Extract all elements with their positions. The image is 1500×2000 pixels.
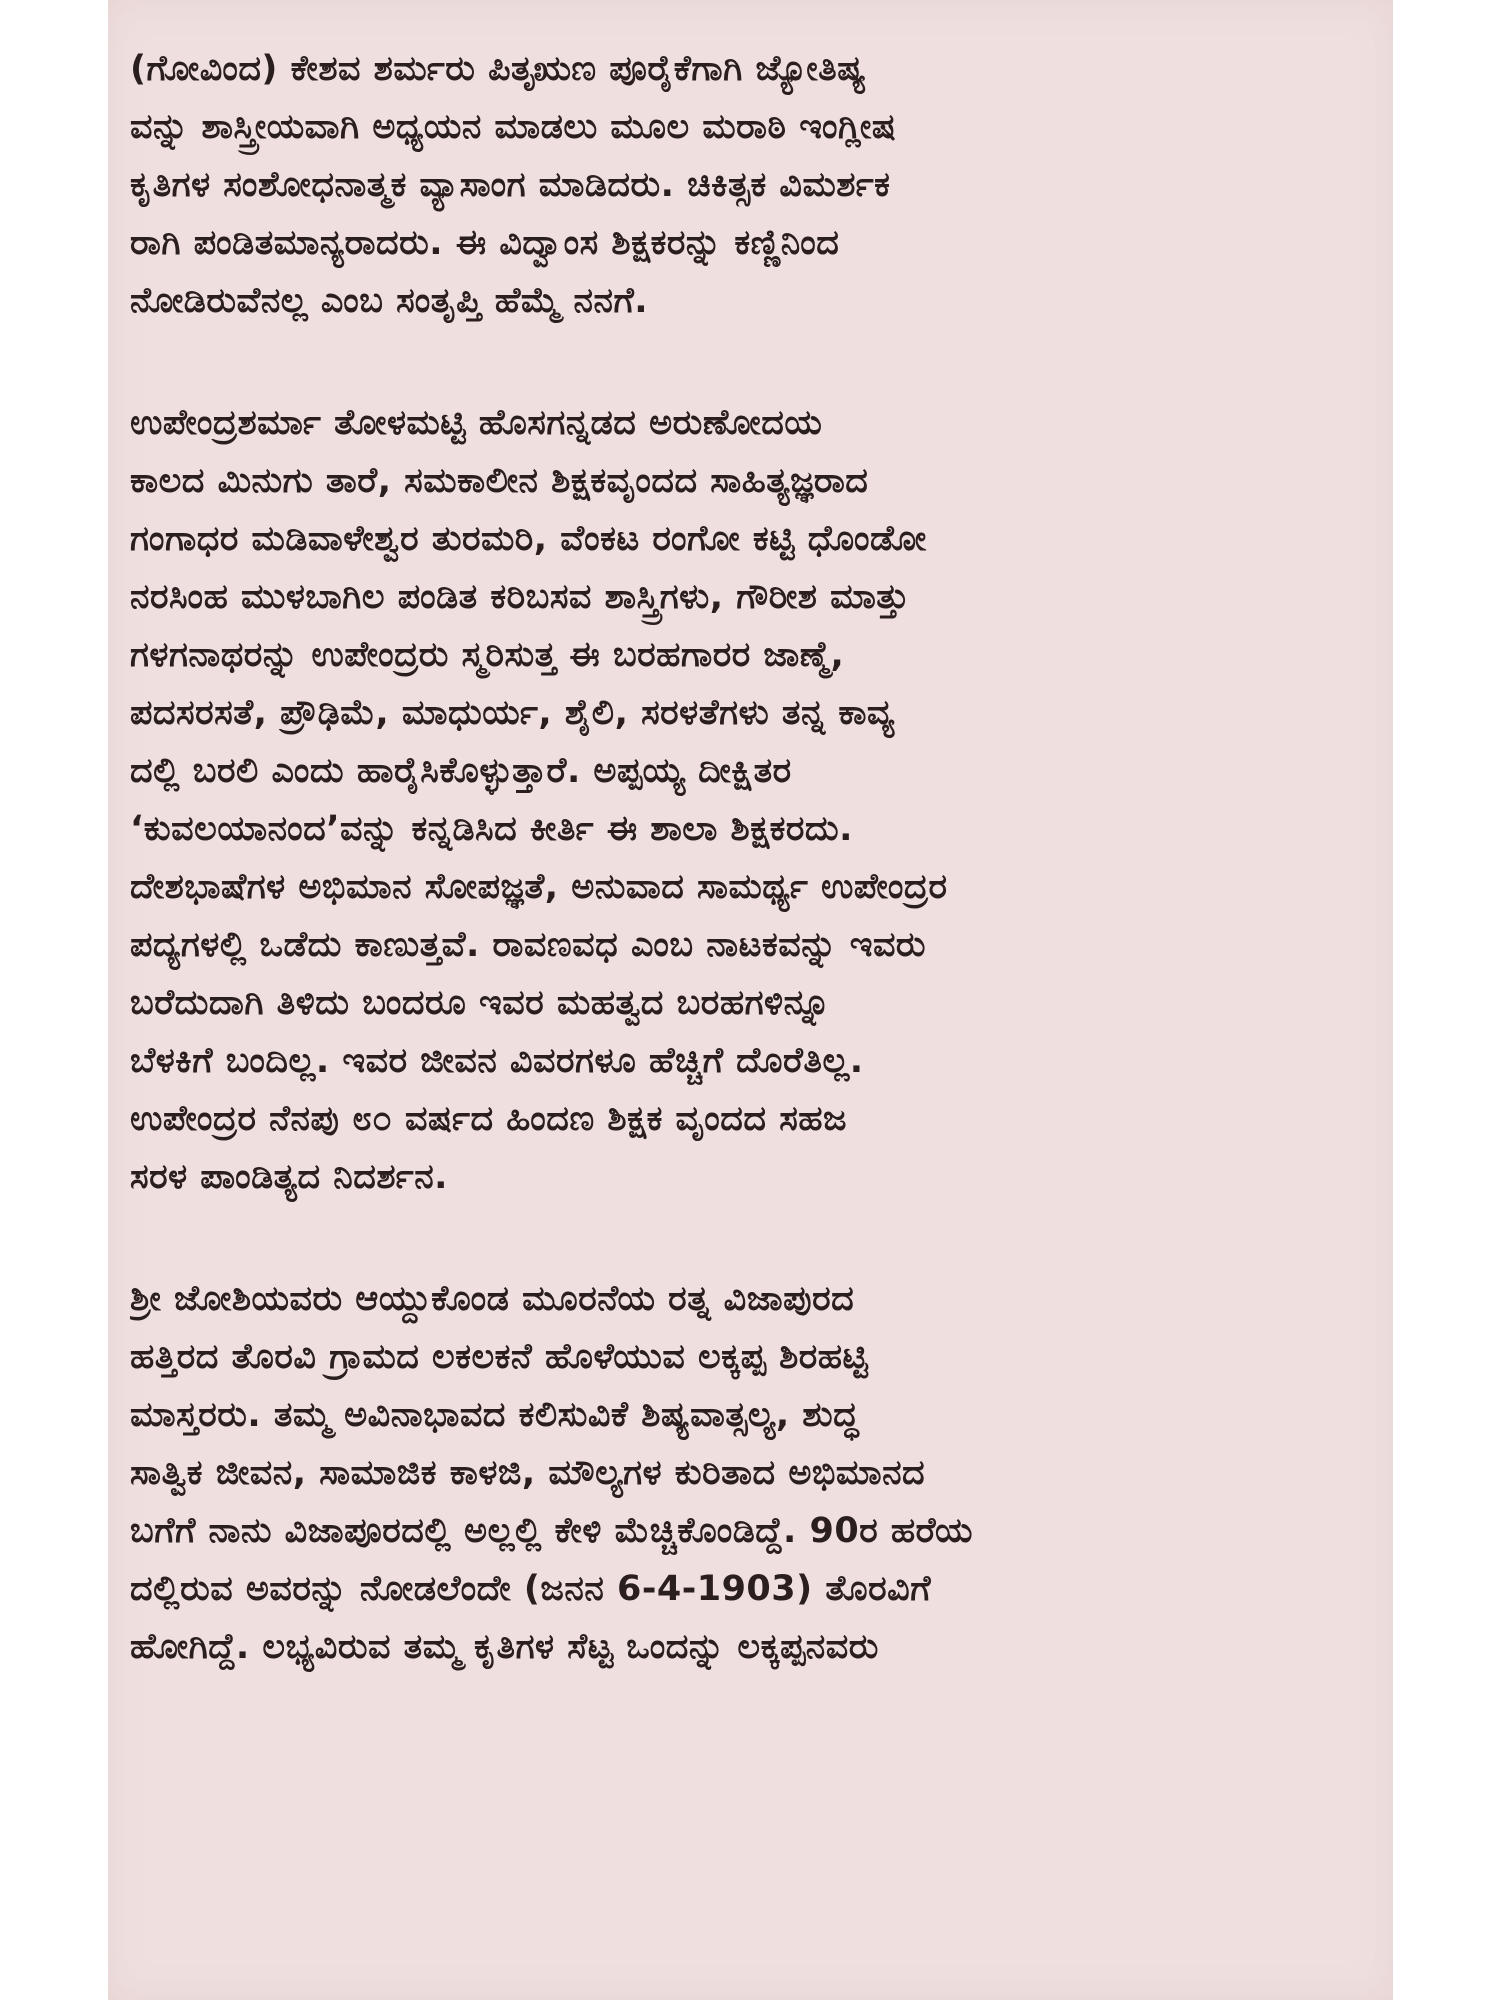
text-line: ಹೋಗಿದ್ದೆ. ಲಭ್ಯವಿರುವ ತಮ್ಮ ಕೃತಿಗಳ ಸೆಟ್ಟ ಒಂದನ್ನು ಲಕ್ಕಪ್ಪನವರು (130, 1627, 879, 1667)
text-line: ರಾಗಿ ಪಂಡಿತಮಾನ್ಯರಾದರು. ಈ ವಿದ್ವಾಂಸ ಶಿಕ್ಷಕರನ್ನು ಕಣ್ಣಿನಿಂದ (130, 223, 840, 263)
text-line: ‘ಕುವಲಯಾನಂದ’ವನ್ನು ಕನ್ನಡಿಸಿದ ಕೀರ್ತಿ ಈ ಶಾಲಾ ಶಿಕ್ಷಕರದು. (130, 809, 853, 849)
text-line: ನೋಡಿರುವೆನಲ್ಲ ಎಂಬ ಸಂತೃಪ್ತಿ ಹೆಮ್ಮೆ ನನಗೆ. (130, 281, 649, 321)
paragraph-1 (130, 40, 1375, 330)
text-line: ಕಾಲದ ಮಿನುಗು ತಾರೆ, ಸಮಕಾಲೀನ ಶಿಕ್ಷಕವೃಂದದ ಸಾಹಿತ್ಯಜ್ಞರಾದ (130, 461, 869, 501)
text-line: ಬರೆದುದಾಗಿ ತಿಳಿದು ಬಂದರೂ ಇವರ ಮಹತ್ವದ ಬರಹಗಳಿನ್ನೂ (130, 983, 831, 1023)
text-line: ಮಾಸ್ತರರು. ತಮ್ಮ ಅವಿನಾಭಾವದ ಕಲಿಸುವಿಕೆ ಶಿಷ್ಯವಾತ್ಸಲ್ಯ, ಶುದ್ಧ (130, 1395, 860, 1435)
paragraph-gap (130, 1206, 1375, 1270)
text-line: ಹತ್ತಿರದ ತೊರವಿ ಗ್ರಾಮದ ಲಕಲಕನೆ ಹೊಳೆಯುವ ಲಕ್ಕಪ್ಪ ಶಿರಹಟ್ಟಿ (130, 1337, 869, 1377)
text-line: ಪದ್ಯಗಳಲ್ಲಿ ಒಡೆದು ಕಾಣುತ್ತವೆ. ರಾವಣವಧ ಎಂಬ ನಾಟಕವನ್ನು ಇವರು (130, 925, 927, 965)
text-line: ಗಳಗನಾಥರನ್ನು ಉಪೇಂದ್ರರು ಸ್ಮರಿಸುತ್ತ ಈ ಬರಹಗಾರರ ಜಾಣ್ಮೆ, (130, 635, 845, 675)
text-line: ವನ್ನು ಶಾಸ್ತ್ರೀಯವಾಗಿ ಅಧ್ಯಯನ ಮಾಡಲು ಮೂಲ ಮರಾಠಿ ಇಂಗ್ಲೀಷ (130, 107, 897, 147)
text-line: ಉಪೇಂದ್ರಶರ್ಮಾ ತೋಳಮಟ್ಟಿ ಹೊಸಗನ್ನಡದ ಅರುಣೋದಯ (130, 403, 823, 443)
text-line: ದಲ್ಲಿ ಬರಲಿ ಎಂದು ಹಾರೈಸಿಕೊಳ್ಳುತ್ತಾರೆ. ಅಪ್ಪಯ್ಯ ದೀಕ್ಷಿತರ (130, 751, 792, 791)
text-line: ನರಸಿಂಹ ಮುಳಬಾಗಿಲ ಪಂಡಿತ ಕರಿಬಸವ ಶಾಸ್ತ್ರಿಗಳು, ಗೌರೀಶ ಮಾತ್ತು (130, 577, 910, 617)
text-line: ಬೆಳಕಿಗೆ ಬಂದಿಲ್ಲ. ಇವರ ಜೀವನ ವಿವರಗಳೂ ಹೆಚ್ಚಿಗೆ ದೊರೆತಿಲ್ಲ. (130, 1041, 864, 1081)
paragraph-3 (130, 1270, 1375, 1676)
text-line: ದೇಶಭಾಷೆಗಳ ಅಭಿಮಾನ ಸೋಪಜ್ಞತೆ, ಅನುವಾದ ಸಾಮರ್ಥ್ಯ ಉಪೇಂದ್ರರ (130, 867, 948, 907)
text-line: ಸರಳ ಪಾಂಡಿತ್ಯದ ನಿದರ್ಶನ. (130, 1157, 448, 1197)
text-line: ಉಪೇಂದ್ರರ ನೆನಪು ೮೦ ವರ್ಷದ ಹಿಂದಣ ಶಿಕ್ಷಕ ವೃಂದದ ಸಹಜ (130, 1099, 848, 1139)
text-line: ಸಾತ್ವಿಕ ಜೀವನ, ಸಾಮಾಜಿಕ ಕಾಳಜಿ, ಮೌಲ್ಯಗಳ ಕುರಿತಾದ ಅಭಿಮಾನದ (130, 1453, 926, 1493)
paragraph-2 (130, 394, 1375, 1206)
text-line: ದಲ್ಲಿರುವ ಅವರನ್ನು ನೋಡಲೆಂದೇ (ಜನನ 6-4-1903) ತೊರವಿಗೆ (130, 1569, 932, 1609)
text-line: ಶ್ರೀ ಜೋಶಿಯವರು ಆಯ್ದುಕೊಂಡ ಮೂರನೆಯ ರತ್ನ ವಿಜಾಪುರದ (130, 1279, 855, 1319)
text-line: (ಗೋವಿಂದ) ಕೇಶವ ಶರ್ಮರು ಪಿತೃಋಣ ಪೂರೈಕೆಗಾಗಿ ಜ್ಯೋತಿಷ್ಯ (130, 49, 867, 89)
text-line: ಕೃತಿಗಳ ಸಂಶೋಧನಾತ್ಮಕ ವ್ಯಾಸಾಂಗ ಮಾಡಿದರು. ಚಿಕಿತ್ಸಕ ವಿಮರ್ಶಕ (130, 165, 891, 205)
text-line: ಗಂಗಾಧರ ಮಡಿವಾಳೇಶ್ವರ ತುರಮರಿ, ವೆಂಕಟ ರಂಗೋ ಕಟ್ಟಿ ಧೊಂಡೋ (130, 519, 927, 559)
text-line: ಪದಸರಸತೆ, ಪ್ರೌಢಿಮೆ, ಮಾಧುರ್ಯ, ಶೈಲಿ, ಸರಳತೆಗಳು ತನ್ನ ಕಾವ್ಯ (130, 693, 895, 733)
text-line: ಬಗೆಗೆ ನಾನು ವಿಜಾಪೂರದಲ್ಲಿ ಅಲ್ಲಲ್ಲಿ ಕೇಳಿ ಮೆಚ್ಚಿಕೊಂಡಿದ್ದೆ. 90ರ ಹರೆಯ (130, 1511, 973, 1551)
paragraph-gap (130, 330, 1375, 394)
scanned-page (108, 0, 1393, 2000)
body-text (130, 40, 1375, 1676)
